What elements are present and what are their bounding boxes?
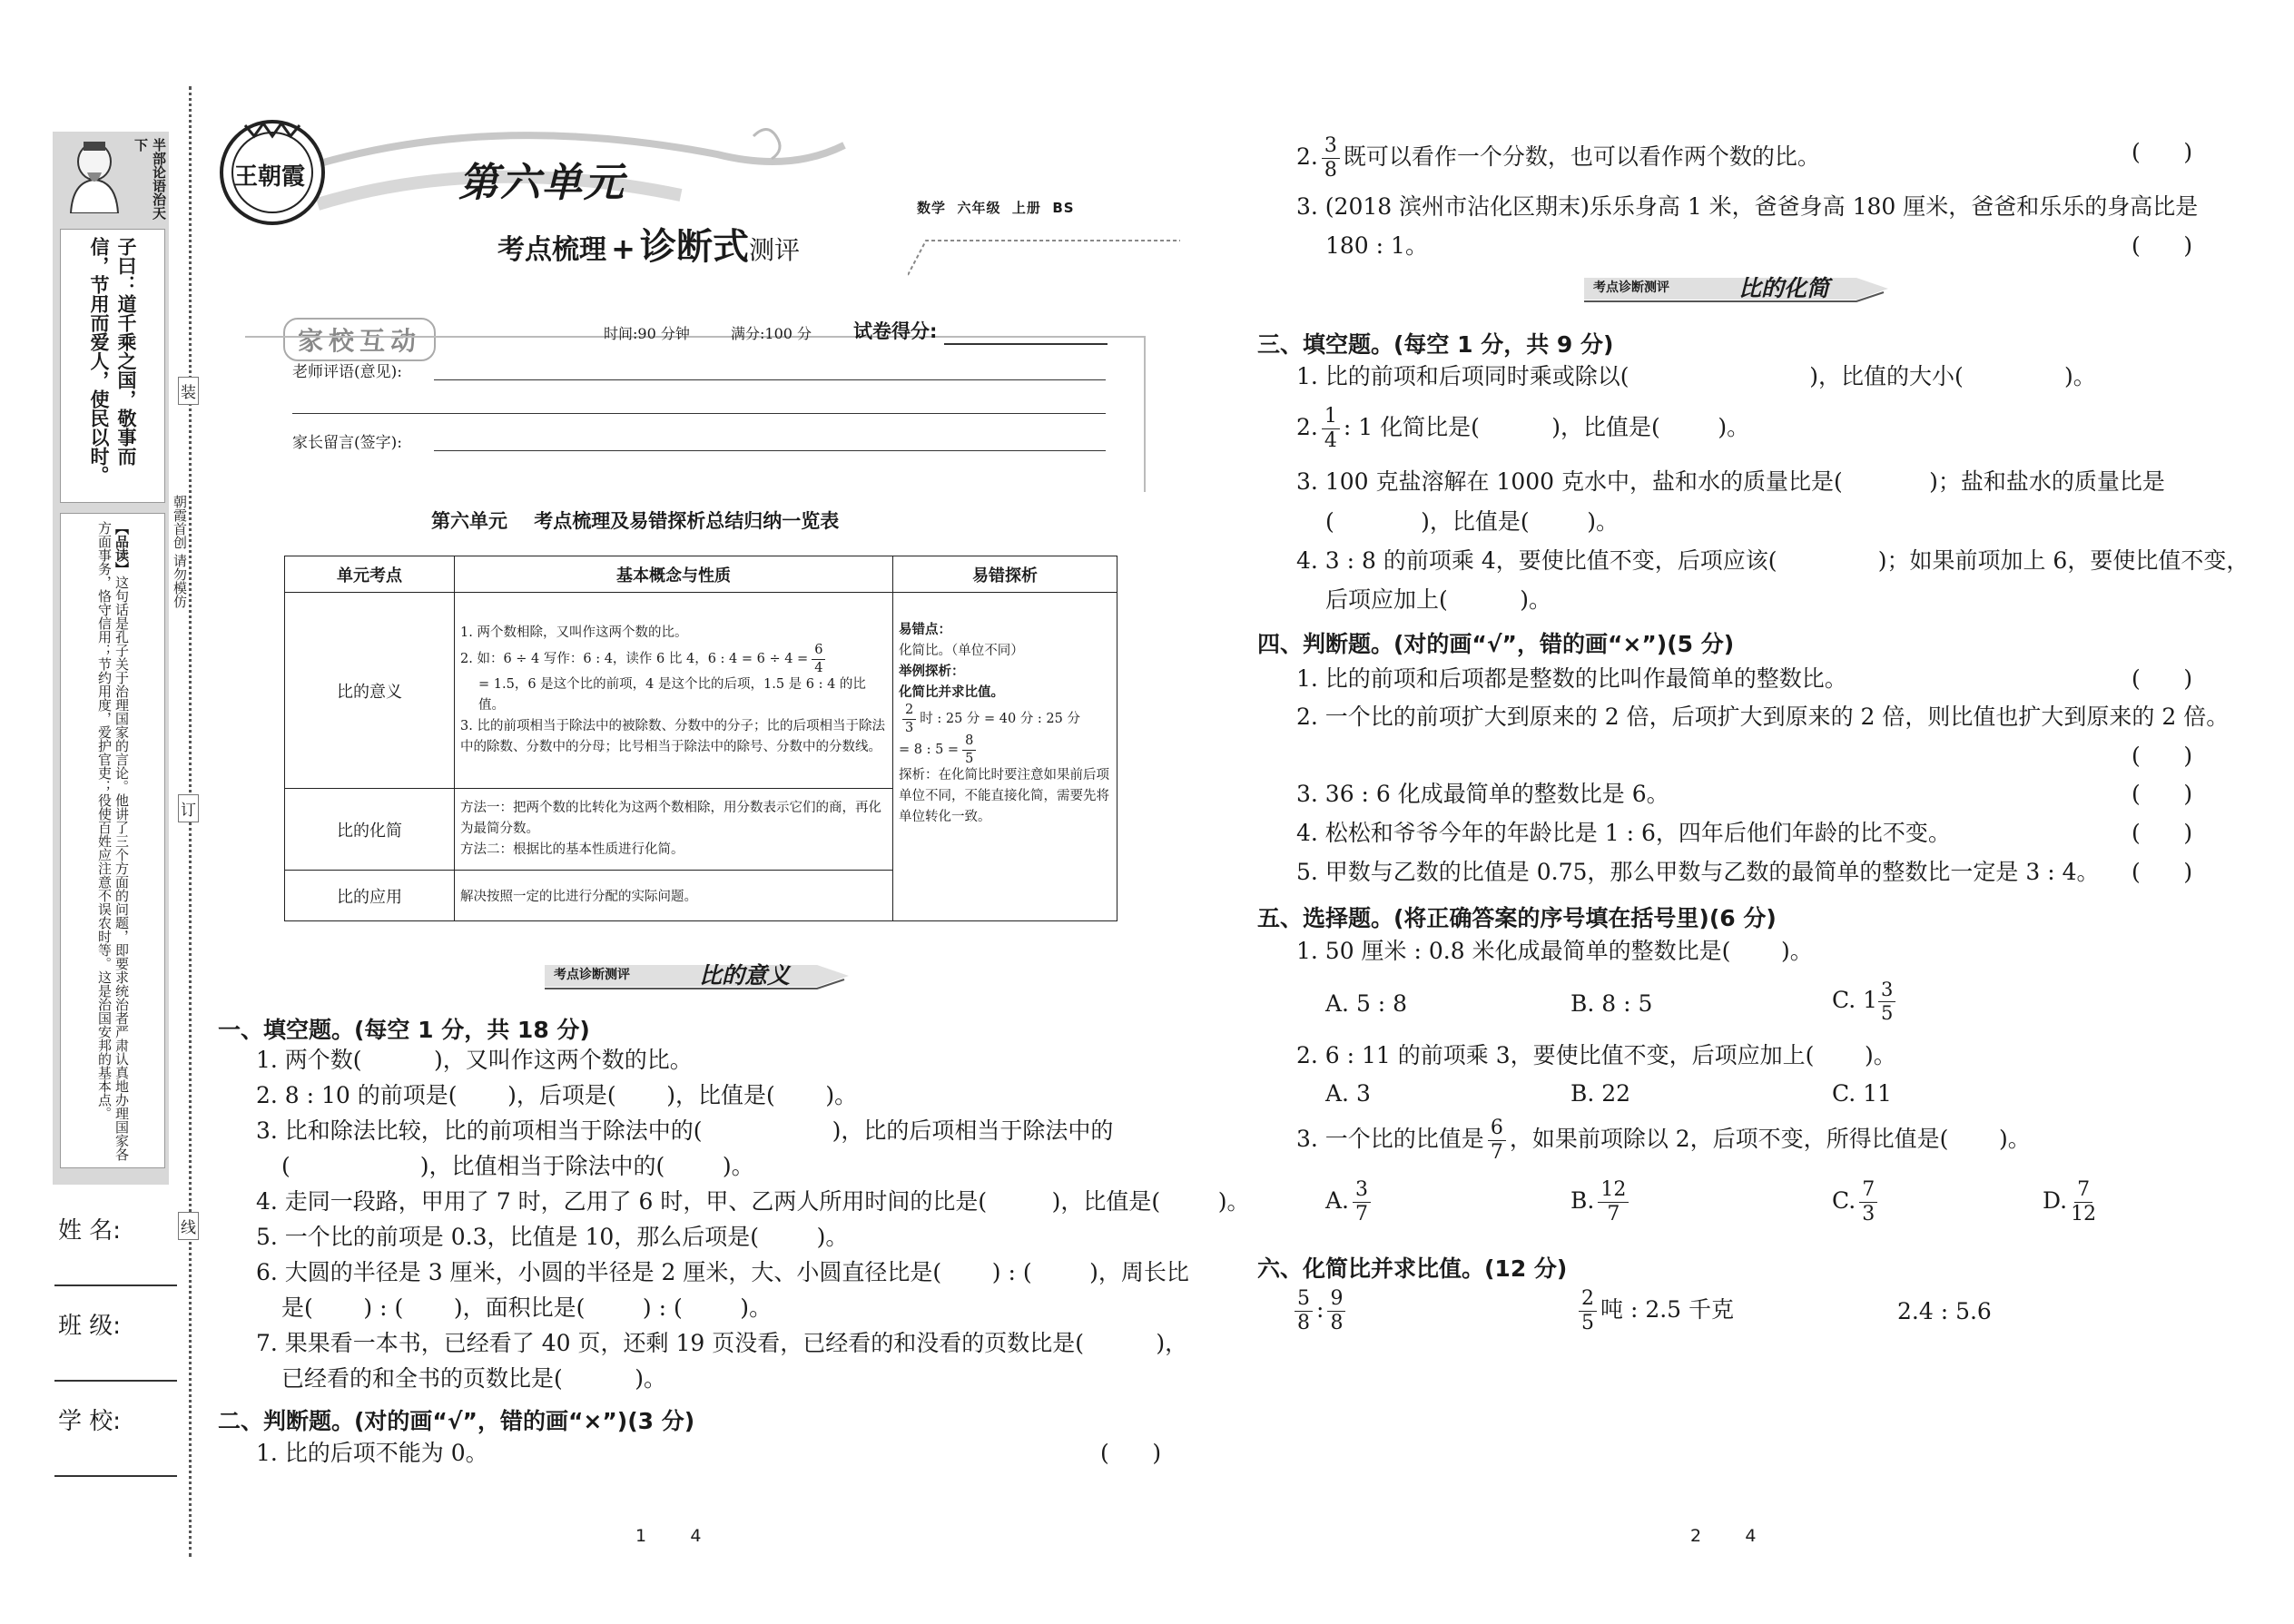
section-1-heading: 一、填空题。(每空 1 分，共 18 分) [218, 1017, 590, 1043]
subtitle-c: 测评 [749, 235, 801, 265]
fraction: $\frac{3}{8}$ [1322, 136, 1340, 181]
teacher-comment-label: 老师评语(意见): [292, 363, 402, 381]
section-3-heading: 三、填空题。(每空 1 分，共 9 分) [1257, 331, 1614, 358]
confucius-portrait [60, 136, 129, 213]
choice-5-2: 2. 6 : 11 的前项乘 3，要使比值不变，后项应加上( )。 [1296, 1042, 1896, 1068]
exam-score-field[interactable] [944, 343, 1108, 345]
judge-1-1: 1. 比的后项不能为 0。 [256, 1440, 488, 1466]
school-label: 学 校: [58, 1408, 122, 1435]
question-1-7: 7. 果果看一本书，已经看了 40 页，还剩 19 页没看，已经看的和没看的页数比是( )， [256, 1330, 1188, 1356]
table-header: 易错探析 [893, 556, 1117, 593]
fraction: $\frac{2}{3}$ [902, 704, 916, 734]
choice-5-2-option-b[interactable]: B. 22 [1570, 1080, 1631, 1107]
reading-box [60, 513, 165, 1168]
fraction: $\frac{2}{5}$ [1579, 1289, 1597, 1334]
cut-mark-ding: 订 [178, 794, 199, 822]
choice-5-2-option-a[interactable]: A. 3 [1325, 1080, 1371, 1107]
banner-tag: 考点诊断测评 [1593, 281, 1669, 295]
judge-1-3-answer[interactable]: ( ) [2132, 232, 2193, 259]
question-1-7-cont: 已经看的和全书的页数比是( )。 [281, 1365, 666, 1392]
question-1-1: 1. 两个数( )，又叫作这两个数的比。 [256, 1047, 693, 1073]
choice-5-3: 3. 一个比的比值是 $\frac{6}{7}$ ，如果前项除以 2，后项不变，所得比值是( )。 [1296, 1117, 2031, 1164]
judge-4-3-answer[interactable]: ( ) [2132, 781, 2193, 807]
fraction: $\frac{3}{7}$ [1353, 1180, 1371, 1225]
err-example-label: 举例探析： [899, 664, 965, 679]
choice-5-3-option-c[interactable]: C. $\frac{7}{3}$ [1832, 1180, 1881, 1225]
exam-time: 时间:90 分钟 [604, 325, 690, 342]
parent-message-field[interactable] [434, 450, 1106, 451]
topic-cell: 比的化简 [285, 789, 455, 871]
exam-score-label: 试卷得分: [853, 320, 938, 342]
banner-title: 比的化简 [1738, 275, 1830, 301]
judge-1-3: 3. (2018 滨州市沾化区期末)乐乐身高 1 米，爸爸身高 180 厘米，爸爸和乐乐的身高比是 [1296, 193, 2199, 220]
unit-title: 第六单元 [458, 160, 625, 206]
concept-line: 3. 比的前项相当于除法中的被除数、分数中的分子；比的后项相当于除法中的除数、分数中的分母；比号相当于除法中的除号、分数中的分数线。 [460, 719, 885, 754]
banner-title: 比的意义 [699, 962, 791, 989]
choice-5-1-option-b[interactable]: B. 8 : 5 [1570, 990, 1653, 1017]
fill-3-4: 4. 3 : 8 的前项乘 4，要使比值不变，后项应该( )；如果前项加上 6，要使比值不变， [1296, 547, 2250, 574]
fraction: $\frac{3}{5}$ [1878, 980, 1895, 1023]
simplify-6-2: $\frac{2}{5}$ 吨 : 2.5 千克 [1575, 1289, 1734, 1334]
topic-cell: 比的意义 [285, 593, 455, 789]
choice-5-3-option-a[interactable]: A. $\frac{3}{7}$ [1325, 1180, 1374, 1225]
choice-5-1-option-c[interactable]: C. 1 $\frac{3}{5}$ [1832, 980, 1899, 1023]
fraction: $\frac{5}{8}$ [1295, 1289, 1313, 1334]
choice-5-2-option-c[interactable]: C. 11 [1832, 1080, 1892, 1107]
summary-table [284, 556, 1117, 921]
table-header: 基本概念与性质 [455, 556, 893, 593]
section-banner-1 [545, 958, 853, 994]
subtitle-b: 诊断式 [640, 226, 749, 268]
error-analysis-cell [893, 593, 1117, 921]
concept-line: 方法二：根据比的基本性质进行化简。 [460, 842, 684, 857]
home-school-frame [245, 336, 1146, 492]
parent-message-label: 家长留言(签字): [292, 434, 402, 452]
section-2-heading: 二、判断题。(对的画“√”，错的画“×”)(3 分) [218, 1408, 695, 1434]
topic-cell: 比的应用 [285, 871, 455, 921]
fill-3-3-cont: ( )，比值是( )。 [1325, 508, 1619, 535]
concept-line: = 1.5，6 是这个比的前项，4 是这个比的后项，1.5 是 6 : 4 的比值。 [478, 677, 866, 713]
choice-5-3-option-d[interactable]: D. $\frac{7}{12}$ [2043, 1178, 2097, 1225]
judge-4-4: 4. 松松和爷爷今年的年龄比是 1 : 6，四年后他们年龄的比不变。 [1296, 820, 1951, 846]
cut-mark-xian: 线 [178, 1212, 199, 1240]
fraction: $\frac{7}{3}$ [1859, 1180, 1877, 1225]
choice-5-1-option-a[interactable]: A. 5 : 8 [1325, 990, 1408, 1017]
err-step-1: $\frac{2}{3}$ 时 : 25 分 = 40 分 : 25 分 [899, 704, 1111, 734]
judge-4-5: 5. 甲数与乙数的比值是 0.75，那么甲数与乙数的最简单的整数比一定是 3 : 4。 [1296, 859, 2100, 885]
concept-cell [455, 593, 893, 789]
fill-3-3: 3. 100 克盐溶解在 1000 克水中，盐和水的质量比是( )；盐和盐水的质量比是 [1296, 468, 2165, 495]
fill-3-1: 1. 比的前项和后项同时乘或除以( )，比值的大小( )。 [1296, 363, 2096, 389]
confucius-quote: 子曰：道千乘之国，敬事而信，节用而爱人，使民以时。 [88, 237, 137, 485]
section-banner-2 [1584, 271, 1893, 307]
subtitle-a: 考点梳理 [497, 234, 606, 266]
page-number-right: 2 4 [1690, 1526, 1757, 1546]
fraction: $\frac{6}{4}$ [812, 644, 825, 674]
judge-4-3: 3. 36 : 6 化成最简单的整数比是 6。 [1296, 781, 1669, 807]
fraction: $\frac{12}{7}$ [1598, 1180, 1629, 1225]
teacher-comment-field[interactable] [434, 379, 1106, 380]
school-field[interactable] [54, 1475, 177, 1477]
concept-line: 方法一：把两个数的比转化为这两个数相除，用分数表示它们的商，再化为最简分数。 [460, 801, 881, 836]
concept-cell: 解决按照一定的比进行分配的实际问题。 [455, 871, 893, 921]
reading-label: 【品读】 [113, 521, 130, 576]
class-field[interactable] [54, 1380, 177, 1382]
subtitle-plus: + [611, 231, 635, 266]
err-point: 化简比。（单位不同） [899, 644, 1024, 658]
logo-text: 王朝霞 [234, 163, 306, 191]
err-analysis: 探析：在化简比时要注意如果前后项单位不同，不能直接化简，需要先将单位转化一致。 [899, 768, 1109, 824]
series-title: 半部论语治天下 [133, 138, 167, 220]
section-6-heading: 六、化简比并求比值。(12 分) [1257, 1255, 1568, 1282]
name-field[interactable] [54, 1284, 177, 1286]
class-label: 班 级: [58, 1313, 122, 1340]
concept-line: 1. 两个数相除，又叫作这两个数的比。 [460, 625, 688, 640]
section-4-heading: 四、判断题。(对的画“√”，错的画“×”)(5 分) [1257, 631, 1735, 657]
judge-4-2: 2. 一个比的前项扩大到原来的 2 倍，后项扩大到原来的 2 倍，则比值也扩大到原来的 2 倍。 [1296, 704, 2230, 730]
judge-4-4-answer[interactable]: ( ) [2132, 820, 2193, 846]
home-school-label: 家校互动 [283, 318, 436, 361]
question-1-2: 2. 8 : 10 的前项是( )，后项是( )，比值是( )。 [256, 1082, 858, 1108]
banner-tag: 考点诊断测评 [554, 968, 630, 982]
fill-3-4-cont: 后项应加上( )。 [1325, 586, 1551, 613]
section-5-heading: 五、选择题。(将正确答案的序号填在括号里)(6 分) [1257, 905, 1777, 931]
choice-5-1: 1. 50 厘米 : 0.8 米化成最简单的整数比是( )。 [1296, 938, 1813, 964]
choice-5-3-option-b[interactable]: B. $\frac{12}{7}$ [1570, 1180, 1632, 1225]
reading-text: 这句话是孔子关于治理国家的言论。他讲了三个方面的问题，即要求统治者严肃认真地办理国家各方面事务，恪守信用；节约用度，爱护官吏；役使百姓应注意不误农时等。这是治国安邦的基本点。 [96, 521, 130, 1161]
question-1-3-cont: ( )，比值相当于除法中的( )。 [281, 1153, 754, 1179]
question-1-5: 5. 一个比的前项是 0.3，比值是 10，那么后项是( )。 [256, 1224, 849, 1250]
table-header: 单元考点 [285, 556, 455, 593]
judge-1-2-answer[interactable]: ( ) [2132, 139, 2193, 165]
judge-4-1-answer[interactable]: ( ) [2132, 665, 2193, 692]
judge-4-5-answer[interactable]: ( ) [2132, 859, 2193, 885]
name-label: 姓 名: [58, 1217, 122, 1245]
question-1-6: 6. 大圆的半径是 3 厘米，小圆的半径是 2 厘米，大、小圆直径比是( ) : ( )，周长比 [256, 1259, 1189, 1285]
question-1-4: 4. 走同一段路，甲用了 7 时，乙用了 6 时，甲、乙两人所用时间的比是( )，比值是( )。 [256, 1188, 1250, 1215]
err-step-2: = 8 : 5 = $\frac{8}{5}$ [899, 734, 1111, 765]
teacher-comment-line-2 [292, 413, 1106, 414]
judge-4-1: 1. 比的前项和后项都是整数的比叫作最简单的整数比。 [1296, 665, 1847, 692]
judge-1-1-answer[interactable]: ( ) [1100, 1440, 1162, 1466]
quote-box [60, 229, 165, 503]
exam-full-score: 满分:100 分 [731, 325, 812, 342]
fraction: $\frac{7}{12}$ [2071, 1178, 2097, 1225]
fraction: $\frac{6}{7}$ [1488, 1118, 1506, 1163]
copyright-note: 朝霞首创 请勿模仿 [172, 495, 188, 608]
page-number-left: 1 4 [635, 1526, 702, 1546]
concept-cell [455, 789, 893, 871]
concept-line: 2. 如：6 ÷ 4 写作：6 : 4，读作 6 比 4，6 : 4 = 6 ÷ 4 = $\frac{6}{4}$ [460, 644, 887, 674]
question-1-6-cont: 是( ) : ( )，面积比是( ) : ( )。 [281, 1294, 773, 1321]
judge-1-3-cont: 180 : 1。 [1325, 232, 1428, 259]
simplify-6-1: $\frac{5}{8}$ : $\frac{9}{8}$ [1291, 1289, 1349, 1334]
fraction: $\frac{1}{4}$ [1322, 407, 1340, 451]
page-subtitle [497, 218, 800, 270]
simplify-6-3: 2.4 : 5.6 [1897, 1298, 1992, 1324]
question-1-3: 3. 比和除法比较，比的前项相当于除法中的( )，比的后项相当于除法中的 [256, 1117, 1114, 1144]
summary-title: 第六单元 考点梳理及易错探析总结归纳一览表 [431, 510, 840, 532]
err-point-label: 易错点： [899, 623, 951, 637]
book-meta: 数学 六年级 上册 BS [917, 200, 1075, 216]
fraction: $\frac{9}{8}$ [1327, 1289, 1345, 1334]
fill-3-2: 2. $\frac{1}{4}$ : 1 化简比是( )，比值是( )。 [1296, 405, 1750, 452]
judge-1-2: 2. $\frac{3}{8}$ 既可以看作一个分数，也可以看作两个数的比。 [1296, 134, 1820, 182]
err-example: 化简比并求比值。 [899, 685, 1004, 700]
cut-mark-zhuang: 装 [178, 377, 199, 405]
fraction: $\frac{8}{5}$ [962, 734, 976, 765]
judge-4-2-answer[interactable]: ( ) [2132, 743, 2193, 769]
brand-logo [218, 118, 327, 227]
